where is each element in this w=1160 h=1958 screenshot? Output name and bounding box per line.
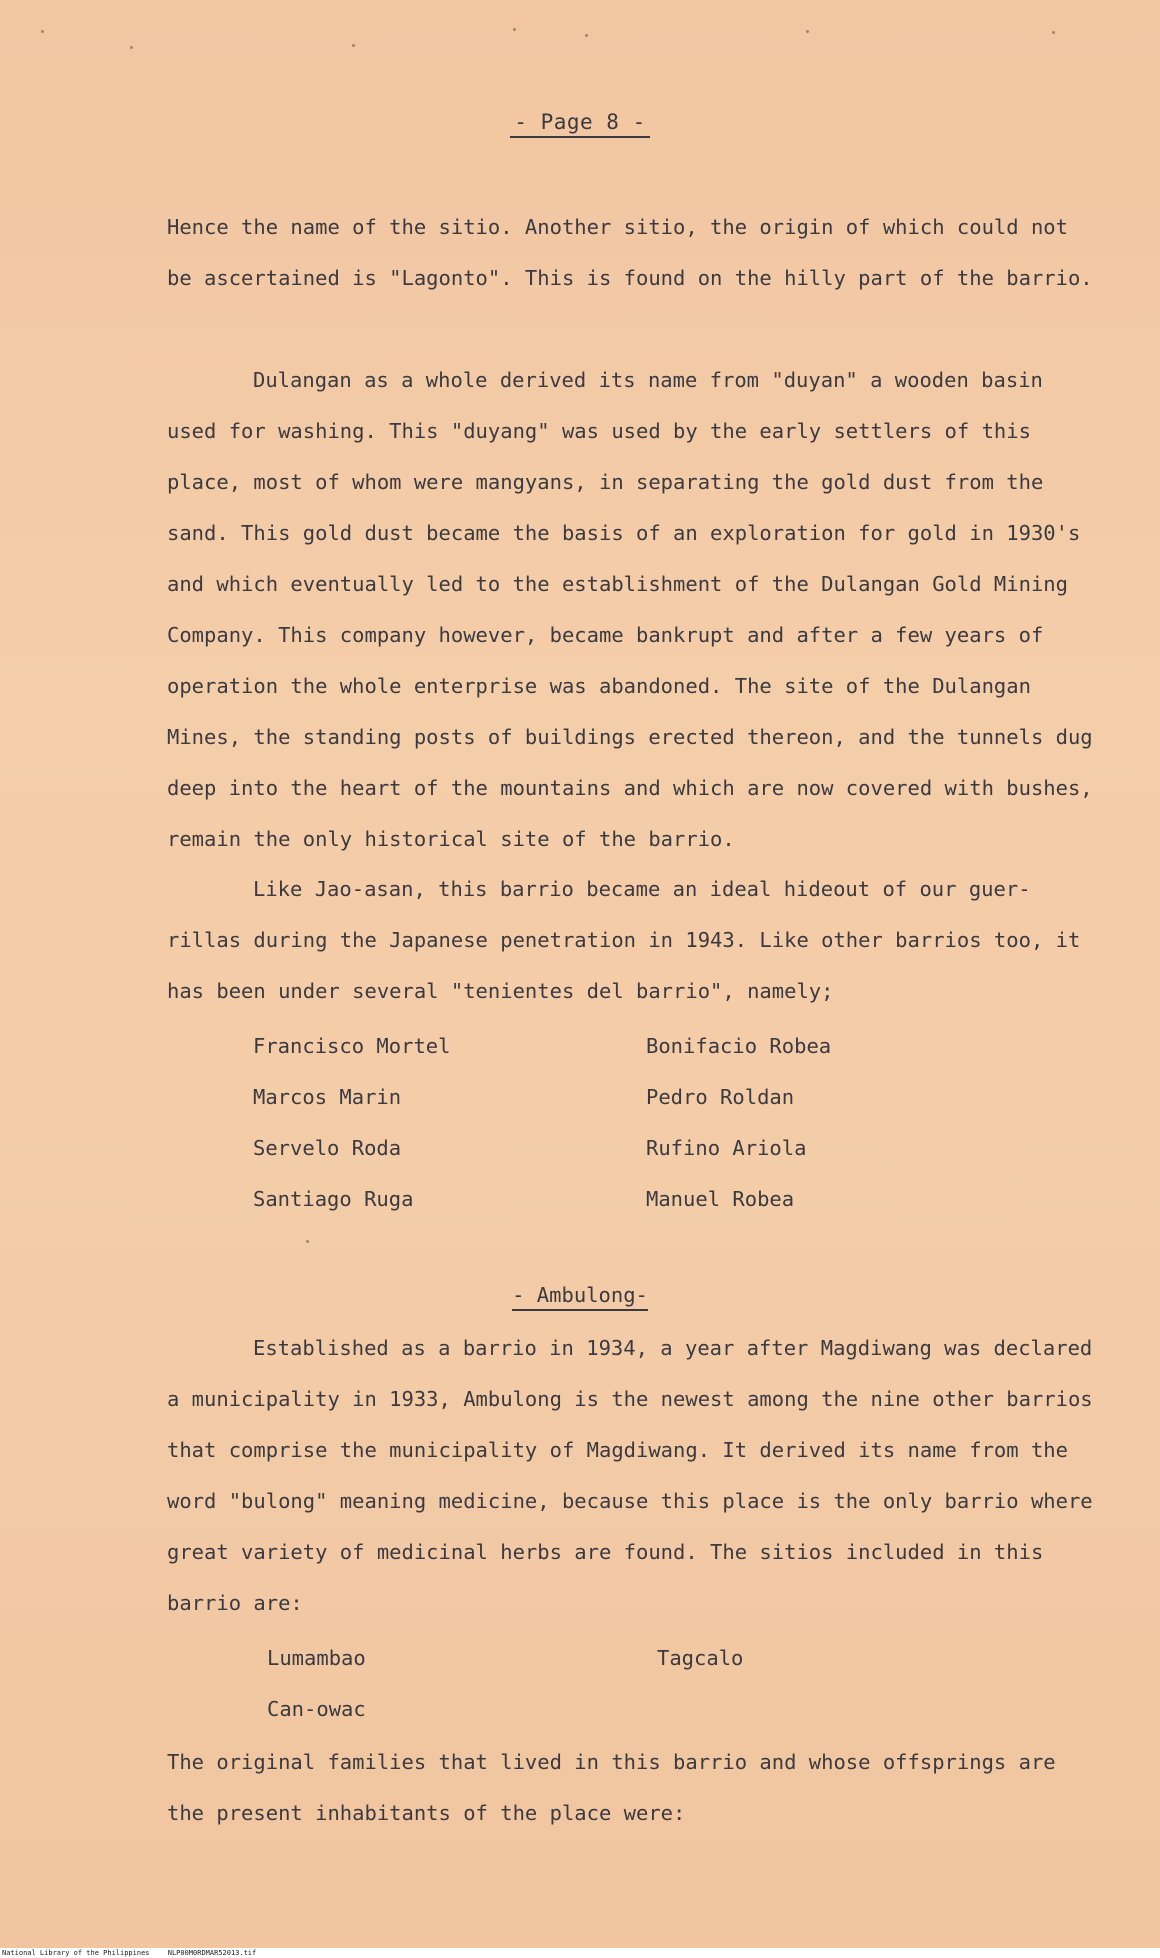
sitio-name: Can-owac [267, 1697, 366, 1721]
footer-source: National Library of the Philippines [2, 1949, 150, 1957]
tenientes-row [253, 1072, 953, 1123]
scan-speck [306, 1240, 309, 1243]
scan-speck [585, 34, 588, 37]
paragraph-guerrillas: Like Jao-asan, this barrio became an ideal hideout of our guer-rillas during the Japanese penetration in 1943. Like other barrios too, it has been under several "tenientes del barrio", namely; [167, 877, 1081, 1003]
scan-footer [0, 1948, 1160, 1958]
scan-speck [806, 30, 809, 33]
footer-file: NLP00M0RDMAR52013.tif [167, 1949, 257, 1957]
teniente-name: Marcos Marin [253, 1085, 402, 1109]
tenientes-row [253, 1123, 953, 1174]
section-title-ambulong [0, 1283, 1160, 1307]
scan-speck [41, 30, 44, 33]
scan-speck [352, 44, 355, 47]
page-number-header [0, 110, 1160, 134]
page-number-text: - Page 8 - [510, 110, 649, 138]
sitio-name: Tagcalo [657, 1646, 744, 1670]
teniente-name: Pedro Roldan [646, 1085, 795, 1109]
teniente-name: Bonifacio Robea [646, 1034, 832, 1058]
teniente-name: Francisco Mortel [253, 1034, 451, 1058]
paragraph-original-families: The original families that lived in this barrio and whose offsprings are the present inhabitants of the place were: [167, 1750, 1056, 1825]
sitio-name: Lumambao [267, 1646, 366, 1670]
paragraph-ambulong: Established as a barrio in 1934, a year after Magdiwang was declared a municipality in 1933, Ambulong is the newest among the nine other barrios that comprise the municipality of Magdiwang. It derived its name from the word "bulong" meaning medicine, because this place is the only barrio where great variety of medicinal herbs are found. The sitios included in this barrio are: [167, 1336, 1093, 1615]
teniente-name: Santiago Ruga [253, 1187, 414, 1211]
sitio-name [657, 1684, 957, 1735]
teniente-name: Manuel Robea [646, 1187, 795, 1211]
tenientes-row [253, 1174, 953, 1225]
scan-speck [513, 28, 516, 31]
teniente-name: Rufino Ariola [646, 1136, 807, 1160]
sitios-list [267, 1633, 967, 1735]
teniente-name: Servelo Roda [253, 1136, 402, 1160]
paragraph-dulangan-origin: Dulangan as a whole derived its name from "duyan" a wooden basin used for washing. This "duyang" was used by the early settlers of this place, most of whom were mangyans, in separating the gold dust from the sand. This gold dust became the basis of an exploration for gold in 1930's and which eventually led to the establishment of the Dulangan Gold Mining Company. This company however, became bankrupt and after a few years of operation the whole enterprise was abandoned. The site of the Dulangan Mines, the standing posts of buildings erected thereon, and the tunnels dug deep into the heart of the mountains and which are now covered with bushes, remain the only historical site of the barrio. [167, 368, 1093, 851]
scan-speck [130, 46, 133, 49]
section-title-text: - Ambulong- [512, 1283, 648, 1311]
scan-speck [1052, 31, 1055, 34]
tenientes-list [253, 1021, 953, 1225]
sitios-row [267, 1633, 967, 1684]
tenientes-row [253, 1021, 953, 1072]
sitios-row [267, 1684, 967, 1735]
paragraph-sitio-lagonto: Hence the name of the sitio. Another sitio, the origin of which could not be ascertained is "Lagonto". This is found on the hilly part of the barrio. [167, 215, 1093, 290]
